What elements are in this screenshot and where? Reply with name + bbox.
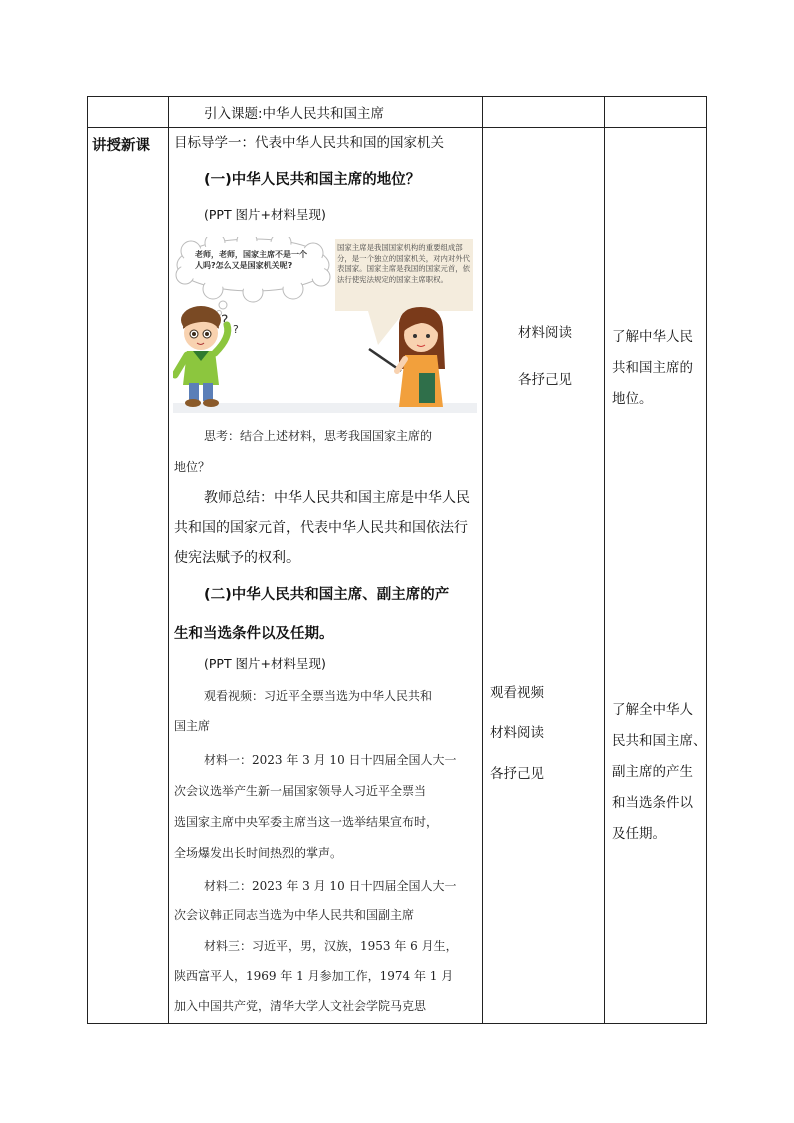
objective-line bbox=[174, 133, 444, 153]
boy-question-text: 老师，老师，国家主席不是一个人吗?怎么又是国家机关呢? bbox=[195, 250, 307, 270]
goal-1-line: 共和国主席的 bbox=[612, 360, 693, 376]
goal-2-line: 了解全中华人 bbox=[612, 702, 693, 718]
heading-election-2: 生和当选条件以及任期。 bbox=[174, 626, 334, 642]
svg-text:?: ? bbox=[233, 323, 239, 336]
summary-line-1: 教师总结：中华人民共和国主席是中华人民 bbox=[204, 490, 470, 506]
summary-line-3: 使宪法赋予的权利。 bbox=[174, 550, 300, 566]
student-activity-2a: 观看视频 bbox=[490, 685, 544, 701]
board-explanation-text: 国家主席是我国国家机构的重要组成部分，是一个独立的国家机关，对内对外代表国家。国家主席是我国的国家元首，依法行使宪法规定的国家主席职权。 bbox=[337, 243, 471, 284]
material2-line-2: 次会议韩正同志当选为中华人民共和国副主席 bbox=[174, 908, 415, 922]
summary-line-2: 共和国的国家元首，代表中华人民共和国依法行 bbox=[174, 520, 468, 536]
intro-topic: 引入课题:中华人民共和国主席 bbox=[204, 106, 385, 122]
video-line-1: 观看视频：习近平全票当选为中华人民共和 bbox=[204, 689, 433, 703]
goal-2-line: 及任期。 bbox=[612, 826, 666, 842]
heading-position: (一)中华人民共和国主席的地位？ bbox=[204, 172, 421, 188]
student-activity-1a: 材料阅读 bbox=[518, 325, 572, 341]
material1-line-1: 材料一：2023 年 3 月 10 日十四届全国人大一 bbox=[204, 753, 457, 767]
material1-line-4: 全场爆发出长时间热烈的掌声。 bbox=[174, 846, 343, 860]
material3-line-2: 陕西富平人，1969 年 1 月参加工作，1974 年 1 月 bbox=[174, 969, 454, 983]
think-line-2: 地位？ bbox=[174, 460, 211, 474]
goal-1-line: 了解中华人民 bbox=[612, 329, 693, 345]
material1-line-3: 选国家主席中央军委主席当这一选举结果宣布时， bbox=[174, 815, 439, 829]
goal-2-line: 和当选条件以 bbox=[612, 795, 693, 811]
goal-1-line: 地位。 bbox=[612, 391, 653, 407]
think-line-1: 思考：结合上述材料，思考我国国家主席的 bbox=[204, 429, 433, 443]
video-line-2: 国主席 bbox=[174, 719, 211, 733]
svg-text:?: ? bbox=[221, 313, 229, 329]
teacher-student-illustration bbox=[173, 237, 477, 413]
objective-text: 目标导学一：代表中华人民共和国的国家机关 bbox=[174, 135, 444, 151]
material3-line-1: 材料三：习近平，男，汉族，1953 年 6 月生， bbox=[204, 939, 458, 953]
ppt-note-2: (PPT 图片+材料呈现) bbox=[204, 656, 326, 671]
goal-2 bbox=[612, 695, 707, 850]
material2-line-1: 材料二：2023 年 3 月 10 日十四届全国人大一 bbox=[204, 879, 457, 893]
section-label: 讲授新课 bbox=[92, 138, 150, 154]
student-activity-2b: 材料阅读 bbox=[490, 725, 544, 741]
student-activity-2c: 各抒己见 bbox=[490, 766, 544, 782]
goal-2-line: 副主席的产生 bbox=[612, 764, 693, 780]
goal-1 bbox=[612, 322, 693, 415]
heading-election-1: (二)中华人民共和国主席、副主席的产 bbox=[204, 587, 450, 603]
ppt-note-1: (PPT 图片+材料呈现) bbox=[204, 207, 326, 222]
material3-line-3: 加入中国共产党，清华大学人文社会学院马克思 bbox=[174, 999, 427, 1013]
goal-2-line: 民共和国主席、 bbox=[612, 733, 707, 749]
material1-line-2: 次会议选举产生新一届国家领导人习近平全票当 bbox=[174, 784, 427, 798]
student-activity-1b: 各抒己见 bbox=[518, 372, 572, 388]
